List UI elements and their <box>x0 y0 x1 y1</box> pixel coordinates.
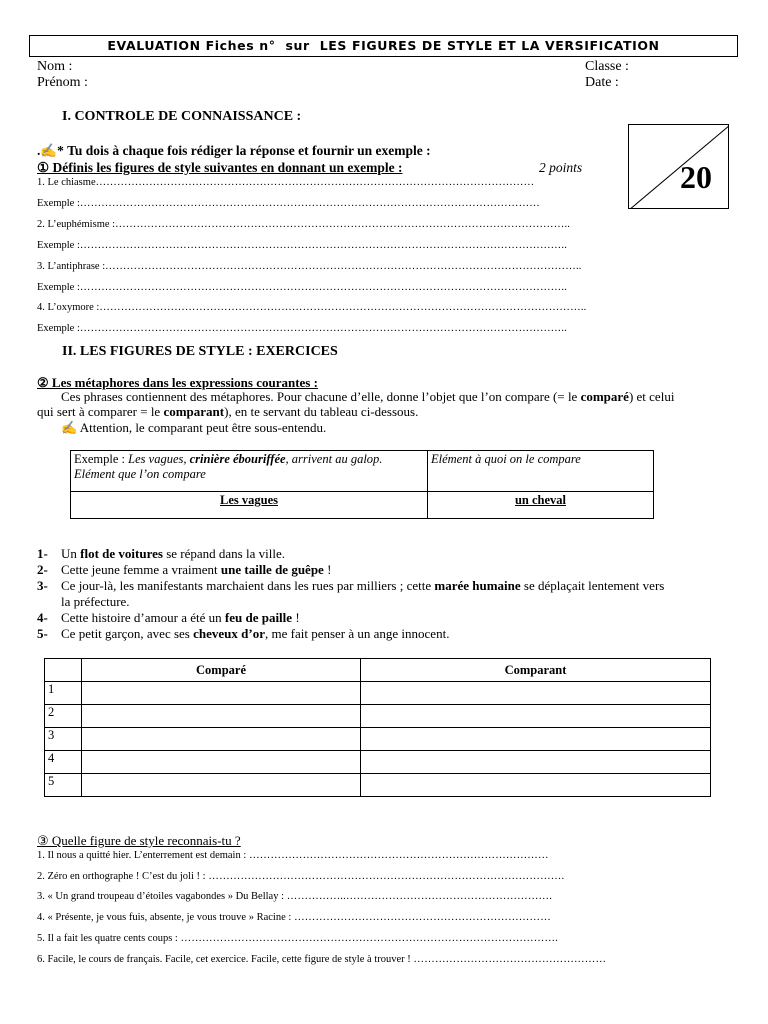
intro-line-1: Ces phrases contiennent des métaphores. Pour chacune d’elle, donne l’objet que l’on compare (= le comparé) et celui <box>61 389 675 404</box>
figure-item: 3. « Un grand troupeau d’étoiles vagabondes » Du Bellay : ……………..…………………………………………………. <box>37 891 553 902</box>
answer-cell[interactable] <box>361 751 711 774</box>
question-1-label: ① Définis les figures de style suivantes en donnant un exemple : <box>37 160 403 175</box>
figure-item: 6. Facile, le cours de français. Facile, cet exercice. Facile, cette figure de style à trouver ! ……………………………………………… <box>37 954 607 965</box>
example-table <box>70 450 654 519</box>
list-item: 5- Ce petit garçon, avec ses cheveux d’or, me fait penser à un ange innocent. <box>37 626 450 641</box>
example-cell: Exemple : Les vagues, crinière ébouriffée, arrivent au galop. Elément que l’on compare <box>71 451 428 492</box>
comparing-value: un cheval <box>428 492 654 519</box>
intro-line-2: qui sert à comparer = le comparant), en te servant du tableau ci-dessous. <box>37 404 419 419</box>
table-row: 5 <box>45 774 711 797</box>
compared-label: Elément que l’on compare <box>74 467 206 481</box>
definition-item: 2. L’euphémisme :……………………………………………………………………………………………………………….. <box>37 219 571 230</box>
list-item: 2- Cette jeune femme a vraiment une taille de guêpe ! <box>37 562 332 577</box>
definition-item: 3. L’antiphrase :…………………………………………………………………………………………………………………….. <box>37 261 582 272</box>
table-row: 1 <box>45 682 711 705</box>
example-line: Exemple :………………………………………………………………………………………………………………… <box>37 198 540 209</box>
prenom-label: Prénom : <box>37 75 88 90</box>
figure-item: 2. Zéro en orthographe ! C’est du joli ! : ………………………………………………………………………………………. <box>37 871 565 882</box>
answer-cell[interactable] <box>361 774 711 797</box>
nom-label: Nom : <box>37 59 73 74</box>
answer-cell[interactable] <box>82 682 361 705</box>
answer-cell[interactable] <box>82 705 361 728</box>
document-title: EVALUATION Fiches n° sur LES FIGURES DE STYLE ET LA VERSIFICATION <box>29 35 738 57</box>
attention-note: ✍ Attention, le comparant peut être sous-entendu. <box>61 420 327 435</box>
column-header-comparant: Comparant <box>361 659 711 682</box>
score-total: 20 <box>680 159 712 195</box>
figure-item: 5. Il a fait les quatre cents coups : ……………………………………………………………………………………………. <box>37 933 558 944</box>
compared-value: Les vagues <box>71 492 428 519</box>
score-box <box>628 124 729 209</box>
date-label: Date : <box>585 75 619 90</box>
definition-item: 1. Le chiasme…………………………………………………………………………………………………………… <box>37 177 535 188</box>
answer-table-corner <box>45 659 82 682</box>
table-row: 3 <box>45 728 711 751</box>
column-header-compare: Comparé <box>82 659 361 682</box>
list-item: 4- Cette histoire d’amour a été un feu de paille ! <box>37 610 300 625</box>
example-line: Exemple :……………………………………………………………………………………………………………………….. <box>37 323 568 334</box>
classe-label: Classe : <box>585 59 629 74</box>
figure-item: 1. Il nous a quitté hier. L’enterrement est demain : ………………………………………………………………………… <box>37 850 549 861</box>
table-row: 2 <box>45 705 711 728</box>
instruction: .✍* Tu dois à chaque fois rédiger la réponse et fournir un exemple : <box>37 143 431 158</box>
sentence-list <box>37 546 731 642</box>
example-line: Exemple :……………………………………………………………………………………………………………………….. <box>37 240 568 251</box>
question-2-label: ② Les métaphores dans les expressions courantes : <box>37 375 318 390</box>
answer-cell[interactable] <box>361 682 711 705</box>
comparing-label: Elément à quoi on le compare <box>428 451 654 492</box>
figure-item: 4. « Présente, je vous fuis, absente, je vous trouve » Racine : ……………………………………………………………… <box>37 912 551 923</box>
answer-cell[interactable] <box>82 728 361 751</box>
answer-cell[interactable] <box>361 705 711 728</box>
answer-cell[interactable] <box>361 728 711 751</box>
list-item: 1- Un flot de voitures se répand dans la ville. <box>37 546 285 561</box>
score-diagonal <box>629 125 729 209</box>
table-row: 4 <box>45 751 711 774</box>
answer-table <box>44 658 711 797</box>
example-line: Exemple :……………………………………………………………………………………………………………………….. <box>37 282 568 293</box>
section-1-title: I. CONTROLE DE CONNAISSANCE : <box>62 109 302 124</box>
question-1-points: 2 points <box>539 160 583 175</box>
answer-cell[interactable] <box>82 774 361 797</box>
question-3-label: ③ Quelle figure de style reconnais-tu ? <box>37 833 241 848</box>
answer-cell[interactable] <box>82 751 361 774</box>
list-item: 3- Ce jour-là, les manifestants marchaient dans les rues par milliers ; cette marée humaine se déplaçait lentement vers la préfecture. <box>37 578 665 609</box>
section-2-title: II. LES FIGURES DE STYLE : EXERCICES <box>62 344 338 359</box>
definition-item: 4. L’oxymore :……………………………………………………………………………………………………………………….. <box>37 302 587 313</box>
